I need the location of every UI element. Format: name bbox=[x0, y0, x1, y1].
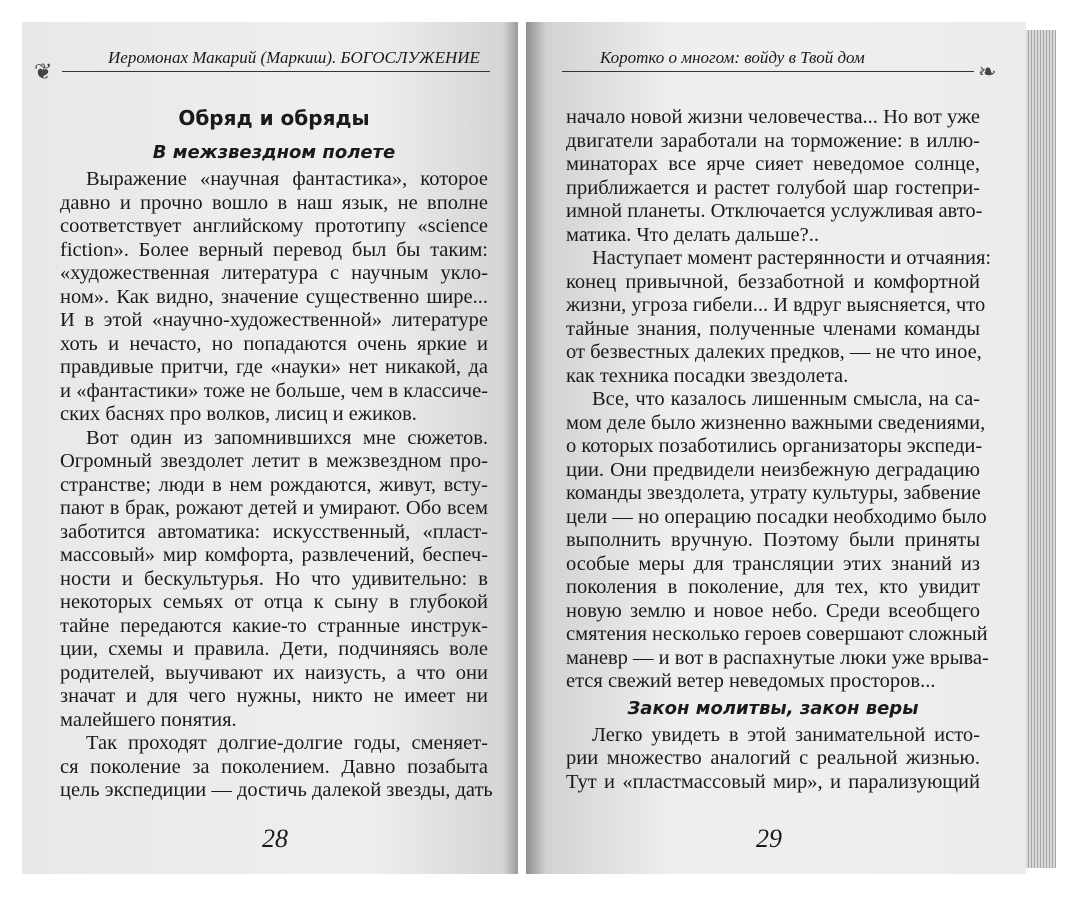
text-line: Огромный звездолет летит в межзвездном про- bbox=[60, 450, 488, 472]
page-edges bbox=[1026, 30, 1056, 868]
text-line: И в этой «научно-художественной» литературе bbox=[60, 309, 488, 331]
text-line: тайные знания, полученные членами команды bbox=[566, 317, 980, 340]
text-line: команды звездолета, утрату культуры, забвение bbox=[566, 482, 981, 504]
text-line: минаторах все ярче сияет неведомое солнце, bbox=[566, 153, 980, 175]
text-line: Вот один из запомнившихся мне сюжетов. bbox=[86, 426, 488, 449]
text-line: начало новой жизни человечества... Но вот уже bbox=[566, 106, 980, 128]
text-line: малейшего понятия. bbox=[60, 708, 237, 731]
text-line: некоторых семьях от отца к сыну в глубокой bbox=[60, 591, 488, 613]
right-page-text bbox=[566, 106, 992, 794]
ornament-left-icon: ❦ bbox=[34, 60, 53, 85]
text-line: Все, что казалось лишенным смысла, на са- bbox=[592, 388, 980, 410]
text-line: поколения в поколение, для тех, кто увидит bbox=[566, 576, 980, 598]
text-line: Так проходят долгие-долгие годы, сменяет- bbox=[86, 732, 488, 754]
page-number-left: 28 bbox=[262, 824, 288, 853]
text-line: ном». Как видно, значение существенно шире... bbox=[60, 285, 488, 308]
text-line: жизни, угроза гибели... И вдруг выясняется, что bbox=[566, 294, 986, 316]
ornament-right-icon: ❧ bbox=[978, 60, 997, 85]
text-line: приближается и растет голубой шар гостепри- bbox=[566, 176, 980, 199]
text-line: матика. Что делать дальше?.. bbox=[566, 223, 819, 246]
text-line: соответствует английскому прототипу «science bbox=[60, 215, 488, 237]
text-line: странстве; люди в нем рождаются, живут, всту- bbox=[60, 473, 488, 496]
text-line: ции, схемы и правила. Дети, подчиняясь воле bbox=[60, 638, 488, 660]
header-rule-right bbox=[562, 71, 974, 72]
text-line: цели — но операцию посадки необходимо было bbox=[566, 505, 987, 528]
text-line: рии множество аналогий с реальной жизнью. bbox=[566, 747, 980, 769]
text-line: мом деле было жизненно важными сведениями, bbox=[566, 411, 986, 434]
text-line: конец привычной, беззаботной и комфортной bbox=[566, 270, 980, 293]
text-line: массовый» мир комфорта, развлечений, беспеч- bbox=[60, 544, 488, 566]
text-line: «художественная литература с научным укло- bbox=[60, 262, 488, 284]
text-line: Тут и «пластмассовый мир», и парализующий bbox=[566, 770, 980, 793]
text-line: правдивые притчи, где «науки» нет никакой, да bbox=[60, 356, 488, 378]
text-line: Легко увидеть в этой занимательной исто- bbox=[592, 723, 980, 746]
text-line: fiction». Более верный перевод был бы таким: bbox=[60, 238, 488, 261]
text-line: ции. Они предвидели неизбежную деградацию bbox=[566, 458, 980, 481]
running-head-left: Иеромонах Макарий (Маркиш). БОГОСЛУЖЕНИЕ bbox=[108, 48, 480, 67]
text-line: Выражение «научная фантастика», которое bbox=[86, 168, 488, 190]
text-line: цель экспедиции — достичь далекой звезды, дать bbox=[60, 779, 493, 801]
text-line: Наступает момент растерянности и отчаяния: bbox=[592, 247, 992, 269]
text-line: пают в брак, рожают детей и умирают. Обо всем bbox=[60, 497, 488, 519]
subsection-heading: Закон молитвы, закон веры bbox=[627, 697, 919, 719]
text-line: двигатели заработали на торможение: в иллю- bbox=[566, 129, 980, 152]
text-line: ся поколение за поколением. Давно позабыта bbox=[60, 755, 488, 778]
running-head-right: Коротко о многом: войду в Твой дом bbox=[600, 48, 865, 67]
text-line: ности и бескультурья. Но что удивительно: в bbox=[60, 567, 488, 590]
text-line: ется свежий ветер неведомых просторов... bbox=[566, 670, 936, 692]
section-heading: Обряд и обряды bbox=[178, 106, 370, 130]
text-line: хоть и нечасто, но попадаются очень яркие и bbox=[60, 332, 488, 355]
text-line: особые меры для трансляции этих знаний из bbox=[566, 552, 980, 575]
subsection-heading: В межзвездном полете bbox=[152, 142, 396, 163]
text-line: маневр — и вот в распахнутые люки уже врыва- bbox=[566, 646, 989, 669]
text-line: новую землю и новое небо. Среди всеобщего bbox=[566, 599, 980, 622]
text-line: и «фантастики» тоже не больше, чем в классиче- bbox=[60, 379, 488, 402]
text-line: имной планеты. Отключается услужливая авто- bbox=[566, 200, 983, 222]
page-number-right: 29 bbox=[756, 824, 782, 853]
text-line: заботится автоматика: искусственный, «пласт- bbox=[60, 520, 488, 543]
text-line: смятения несколько героев совершают сложный bbox=[566, 623, 988, 645]
text-line: от безвестных далеких предков, — не что иное, bbox=[566, 341, 982, 363]
text-line: о которых позаботились организаторы экспеди- bbox=[566, 435, 983, 457]
text-line: выполнить вручную. Поэтому были приняты bbox=[566, 529, 980, 551]
text-line: ских баснях про волков, лисиц и ежиков. bbox=[60, 403, 417, 425]
left-page-text bbox=[60, 98, 493, 803]
text-line: значат и для чего нужны, никто не имеет ни bbox=[60, 685, 488, 707]
header-rule-left bbox=[62, 71, 490, 72]
text-line: тайне передаются какие-то странные инструк- bbox=[60, 614, 488, 637]
text-line: как техника посадки звездолета. bbox=[566, 364, 849, 387]
text-line: родителей, выучивают их наизусть, а что они bbox=[60, 661, 488, 684]
text-line: давно и прочно вошло в наш язык, не вполне bbox=[60, 191, 488, 214]
